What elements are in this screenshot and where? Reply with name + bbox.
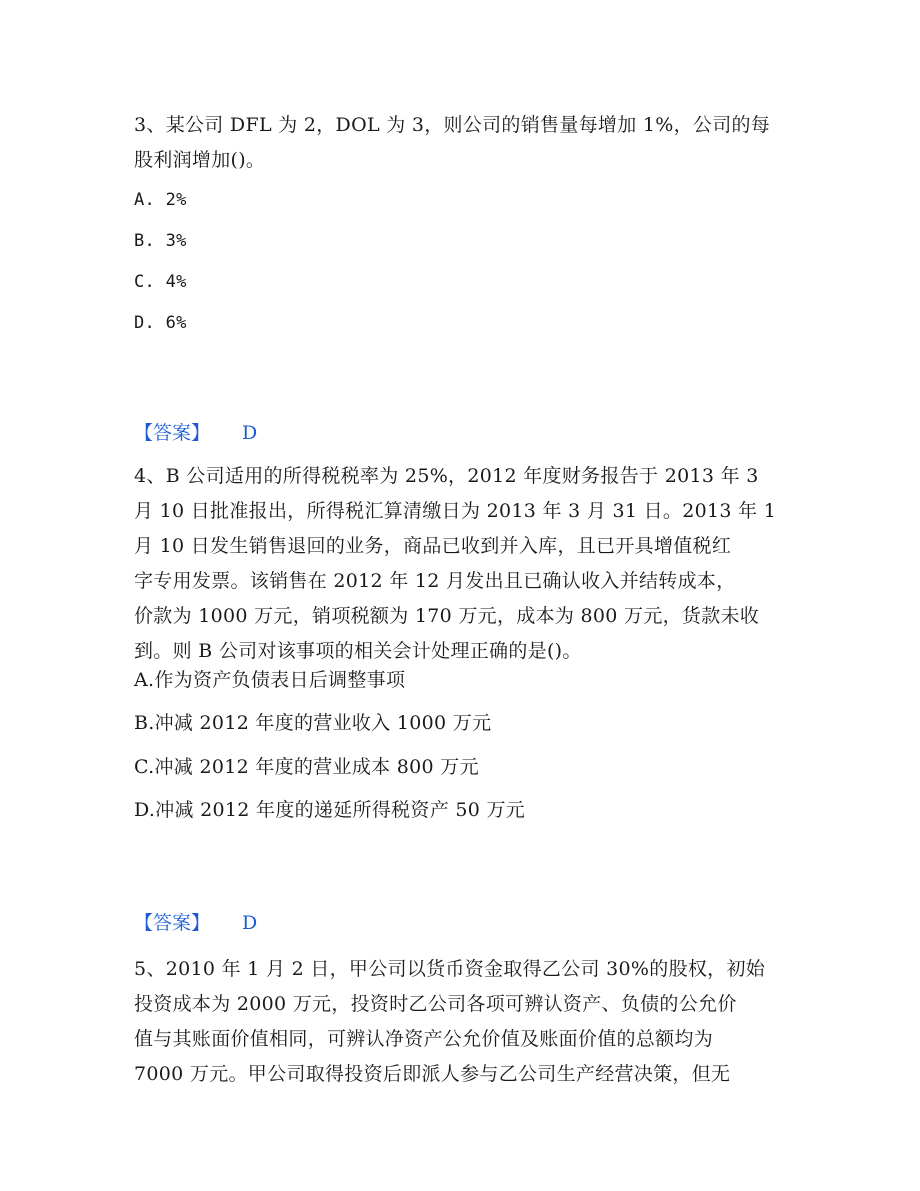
question-5-line: 值与其账面价值相同，可辨认净资产公允价值及账面价值的总额均为	[134, 1028, 714, 1050]
question-4-line: 月 10 日发生销售退回的业务，商品已收到并入库，且已开具增值税红	[134, 535, 732, 557]
question-3-answer	[134, 421, 257, 445]
answer-tag: 【答案】	[134, 422, 211, 444]
question-4-option-c: C.冲减 2012 年度的营业成本 800 万元	[134, 756, 479, 778]
question-4-line: 月 10 日批准报出，所得税汇算清缴日为 2013 年 3 月 31 日。2013 年 1	[134, 500, 777, 522]
question-4-line: 字专用发票。该销售在 2012 年 12 月发出且已确认收入并结转成本，	[134, 570, 736, 592]
question-5-stem	[134, 952, 794, 1092]
question-3-option-a: A. 2%	[134, 190, 187, 210]
question-4-option-a: A.作为资产负债表日后调整事项	[134, 669, 406, 691]
question-3-option-b: B. 3%	[134, 231, 187, 251]
question-4-option-d: D.冲减 2012 年度的递延所得税资产 50 万元	[134, 799, 526, 821]
question-3-option-c: C. 4%	[134, 272, 187, 292]
question-3-line: 3、某公司 DFL 为 2，DOL 为 3，则公司的销售量每增加 1%，公司的每	[134, 114, 771, 136]
question-5-line: 7000 万元。甲公司取得投资后即派人参与乙公司生产经营决策，但无	[134, 1063, 731, 1085]
question-4-stem	[134, 459, 794, 669]
question-4-line: 到。则 B 公司对该事项的相关会计处理正确的是()。	[134, 640, 582, 662]
question-4-answer	[134, 911, 257, 935]
question-3-line: 股利润增加()。	[134, 149, 266, 171]
answer-value: D	[242, 912, 258, 934]
question-5-line: 5、2010 年 1 月 2 日，甲公司以货币资金取得乙公司 30%的股权，初始	[134, 958, 766, 980]
question-4-option-b: B.冲减 2012 年度的营业收入 1000 万元	[134, 712, 492, 734]
answer-tag: 【答案】	[134, 912, 211, 934]
question-3-stem	[134, 108, 794, 178]
question-4-line: 4、B 公司适用的所得税税率为 25%，2012 年度财务报告于 2013 年 3	[134, 465, 759, 487]
question-5-line: 投资成本为 2000 万元，投资时乙公司各项可辨认资产、负债的公允价	[134, 993, 737, 1015]
question-3-option-d: D. 6%	[134, 313, 187, 333]
answer-value: D	[242, 422, 258, 444]
question-4-line: 价款为 1000 万元，销项税额为 170 万元，成本为 800 万元，货款未收	[134, 605, 760, 627]
